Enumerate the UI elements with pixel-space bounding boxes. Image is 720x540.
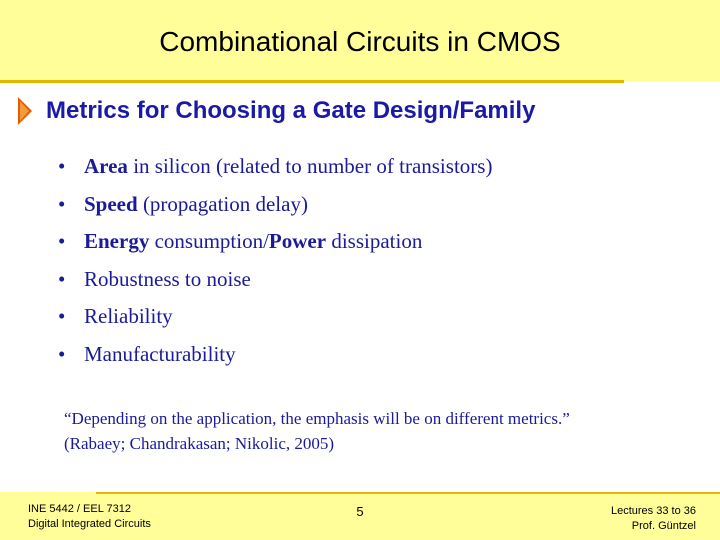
list-item <box>58 152 492 190</box>
footer-lectures: Lectures 33 to 36 <box>610 505 696 517</box>
bullet-icon: • <box>58 304 66 328</box>
list-item <box>58 302 492 340</box>
slide-title: Combinational Circuits in CMOS <box>159 26 561 57</box>
page-number: 5 <box>356 504 364 519</box>
footer-course-name: Digital Integrated Circuits <box>28 518 151 530</box>
bullet-icon: • <box>58 266 66 291</box>
bullet-text: Manufacturability <box>84 341 236 366</box>
quote-citation: (Rabaey; Chandrakasan; Nikolic, 2005) <box>64 434 335 453</box>
footer-professor: Prof. Güntzel <box>631 520 696 532</box>
bullet-bold: Power <box>268 229 327 253</box>
bullet-text: consumption/ <box>149 229 269 253</box>
bullet-bold: Speed <box>84 191 138 216</box>
list-item <box>58 265 492 303</box>
footer-divider <box>96 492 720 494</box>
bullet-text: dissipation <box>326 229 423 253</box>
footer-course-info <box>28 502 151 532</box>
bullet-icon: • <box>58 191 66 216</box>
bullet-text: in silicon (related to number of transistors) <box>127 154 493 178</box>
bullet-bold: Area <box>84 154 128 178</box>
bullet-icon: • <box>58 341 66 366</box>
list-item <box>58 190 492 228</box>
footer-lecture-info <box>611 504 696 534</box>
bullet-icon: • <box>58 154 66 178</box>
arrow-marker-highlight <box>20 101 29 121</box>
footer-course-code: INE 5442 / EEL 7312 <box>28 503 131 515</box>
metrics-list <box>58 152 492 377</box>
bullet-text: (propagation delay) <box>137 191 308 216</box>
list-item <box>58 340 492 378</box>
section-heading: Metrics for Choosing a Gate Design/Family <box>46 97 536 124</box>
quote-text: “Depending on the application, the emphasis will be on different metrics.” <box>64 409 570 428</box>
title-divider <box>0 80 624 83</box>
bullet-bold: Energy <box>84 229 150 253</box>
list-item <box>58 227 492 265</box>
bullet-icon: • <box>58 229 66 253</box>
quote-block <box>64 406 570 456</box>
bullet-text: Robustness to noise <box>84 266 251 291</box>
bullet-text: Reliability <box>84 304 173 328</box>
